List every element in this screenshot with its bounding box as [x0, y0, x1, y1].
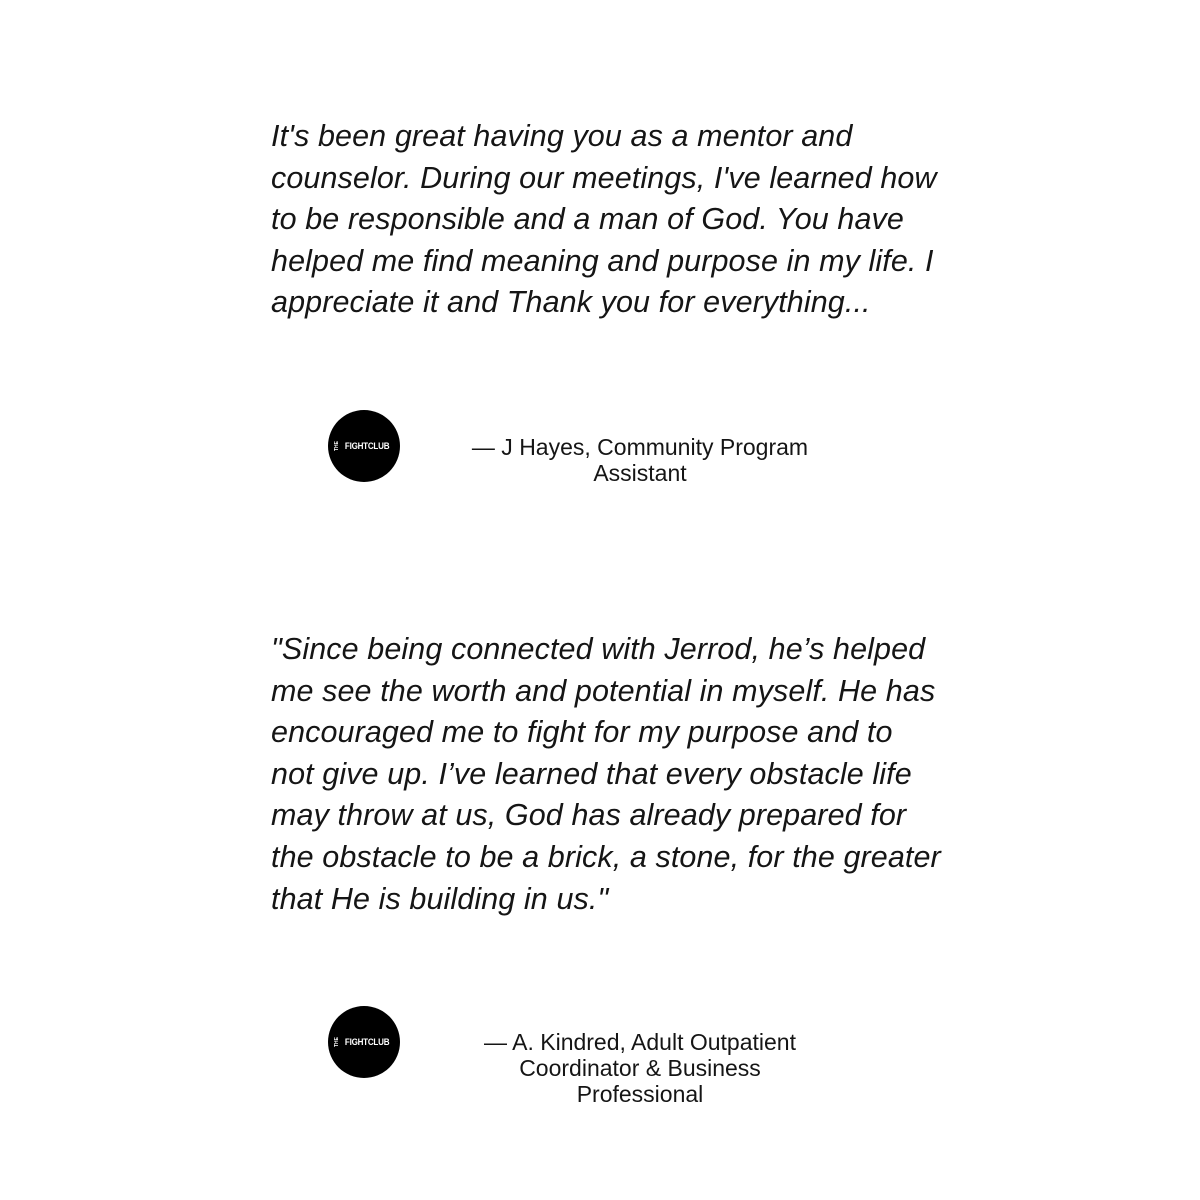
logo-name-text: FIGHTCLUB [344, 440, 390, 452]
logo-name-text: FIGHTCLUB [344, 1036, 390, 1048]
testimonial-attribution: — J Hayes, Community Program Assistant [471, 434, 809, 486]
fightclub-logo [328, 410, 400, 482]
logo-the-text: THE [333, 1037, 340, 1047]
testimonial-quote: "Since being connected with Jerrod, he’s helped me see the worth and potential in myself. He has encouraged me to fight for my purpose and to not give up. I’ve learned that every obstacle life may throw at us, God has already prepared for the obstacle to be a brick, a stone, for the greater that He is building in us." [271, 632, 941, 916]
testimonial-attribution: — A. Kindred, Adult Outpatient Coordinator & Business Professional [484, 1029, 796, 1107]
fightclub-logo [328, 1006, 400, 1078]
testimonial-quote: It's been great having you as a mentor and counselor. During our meetings, I've learned how to be responsible and a man of God. You have helped me find meaning and purpose in my life. I appreciate it and Thank you for everything... [271, 119, 937, 320]
logo-the-text: THE [333, 441, 340, 451]
